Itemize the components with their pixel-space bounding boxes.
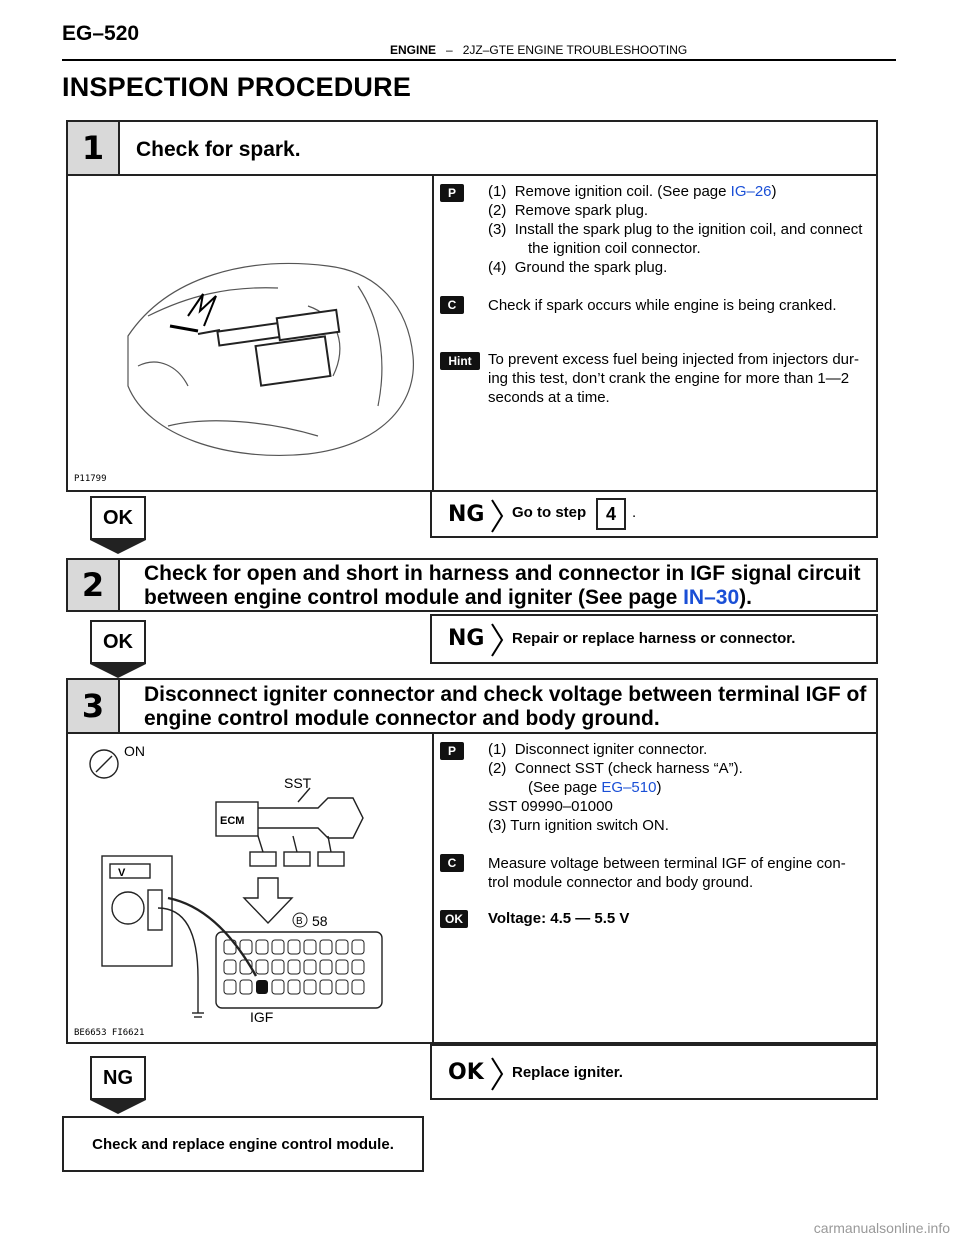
step-3-title: Disconnect igniter connector and check voltage between terminal IGF of engine control module connector and body ground. xyxy=(144,683,867,730)
step-3-divider xyxy=(432,734,434,1044)
step-2-title: Check for open and short in harness and connector in IGF signal circuit between engine control module and igniter (See page IN–30). xyxy=(144,562,861,609)
prep-tag-icon: P xyxy=(440,184,464,202)
step-1-ng-step-ref[interactable]: 4 xyxy=(596,498,626,530)
step-1-divider xyxy=(432,176,434,492)
step-1-ng-period: . xyxy=(632,504,637,521)
step-1-title: Check for spark. xyxy=(136,138,301,161)
step-3-prep-list: (1) Disconnect igniter connector. (2) Connect SST (check harness “A”). (See page EG–510) SST 09990–01000 (3) Turn ignition switch ON. xyxy=(488,741,743,834)
page-title: INSPECTION PROCEDURE xyxy=(62,72,412,102)
step-1-ok-badge: OK xyxy=(90,496,146,554)
final-action-box xyxy=(62,1116,424,1172)
prep-tag-icon: P xyxy=(440,742,464,760)
step-2-number: 2 xyxy=(68,560,120,610)
step-2-result-row xyxy=(66,612,878,668)
page-code: EG–520 xyxy=(62,22,140,45)
ok-tag-icon: OK xyxy=(440,910,468,928)
spark-test-illustration xyxy=(108,216,428,466)
fig-ecm-label: ECM xyxy=(220,815,245,827)
step-1-ng-box xyxy=(430,490,878,538)
check-tag-icon: C xyxy=(440,854,464,872)
step-3-figure-code: BE6653 FI6621 xyxy=(74,1028,145,1038)
section-title: ENGINE – 2JZ–GTE ENGINE TROUBLESHOOTING xyxy=(390,43,688,57)
step-3-ok-action: Replace igniter. xyxy=(512,1064,623,1081)
fig-igf-label: IGF xyxy=(250,1009,274,1025)
fig-sst-label: SST xyxy=(284,775,312,791)
step-1-result-row xyxy=(66,490,878,546)
link-in-30[interactable]: IN–30 xyxy=(683,586,740,609)
step-1-body xyxy=(66,174,878,492)
step-1-hint: To prevent excess fuel being injected from injectors dur- ing this test, don’t crank the engine for more than 1—2 seconds at a time. xyxy=(488,351,860,406)
hint-tag-icon: Hint xyxy=(440,352,480,370)
step-3-check: Measure voltage between terminal IGF of engine con- trol module connector and body ground. xyxy=(488,855,846,891)
fig-meter-label: V xyxy=(118,867,126,879)
step-3-ok-box xyxy=(430,1044,878,1100)
final-action-text: Check and replace engine control module. xyxy=(92,1135,394,1153)
step-3-number: 3 xyxy=(68,680,120,732)
step-1-ng-action: Go to step xyxy=(512,504,587,521)
header-rule xyxy=(62,59,896,61)
step-1-ng-label: NG xyxy=(448,502,485,527)
watermark: carmanualsonline.info xyxy=(813,1220,950,1236)
step-1-check: Check if spark occurs while engine is being cranked. xyxy=(488,297,837,314)
chevron-right-icon xyxy=(490,622,504,658)
step-3-header xyxy=(66,678,878,734)
voltage-test-illustration xyxy=(78,738,418,1028)
step-3-body xyxy=(66,732,878,1044)
fig-connector-num: 58 xyxy=(312,913,328,929)
step-1-figure-code: P11799 xyxy=(74,474,107,484)
step-2-ng-action: Repair or replace harness or connector. xyxy=(512,630,796,647)
chevron-right-icon xyxy=(490,498,504,534)
step-2-ng-label: NG xyxy=(448,626,485,651)
step-3-result-row xyxy=(66,1042,878,1104)
step-3-ok-label: OK xyxy=(448,1060,484,1085)
step-3-ng-badge: NG xyxy=(90,1056,146,1114)
step-1-header xyxy=(66,120,878,176)
fig-on-label: ON xyxy=(124,743,145,759)
fig-connector-label: B xyxy=(296,916,303,927)
step-1-number: 1 xyxy=(68,122,120,174)
step-2-ng-box xyxy=(430,614,878,664)
link-ig-26[interactable]: IG–26 xyxy=(730,183,772,200)
step-3-spec: Voltage: 4.5 — 5.5 V xyxy=(488,910,630,927)
step-1-prep-list: (1) Remove ignition coil. (See page IG–26) (2) Remove spark plug. (3) Install the spark plug to the ignition coil, and connect the ignition coil connector. (4) Ground the spark plug. xyxy=(488,183,863,276)
step-2-header xyxy=(66,558,878,612)
step-2-ok-badge: OK xyxy=(90,620,146,678)
link-eg-510[interactable]: EG–510 xyxy=(601,779,657,796)
chevron-right-icon xyxy=(490,1056,504,1092)
check-tag-icon: C xyxy=(440,296,464,314)
